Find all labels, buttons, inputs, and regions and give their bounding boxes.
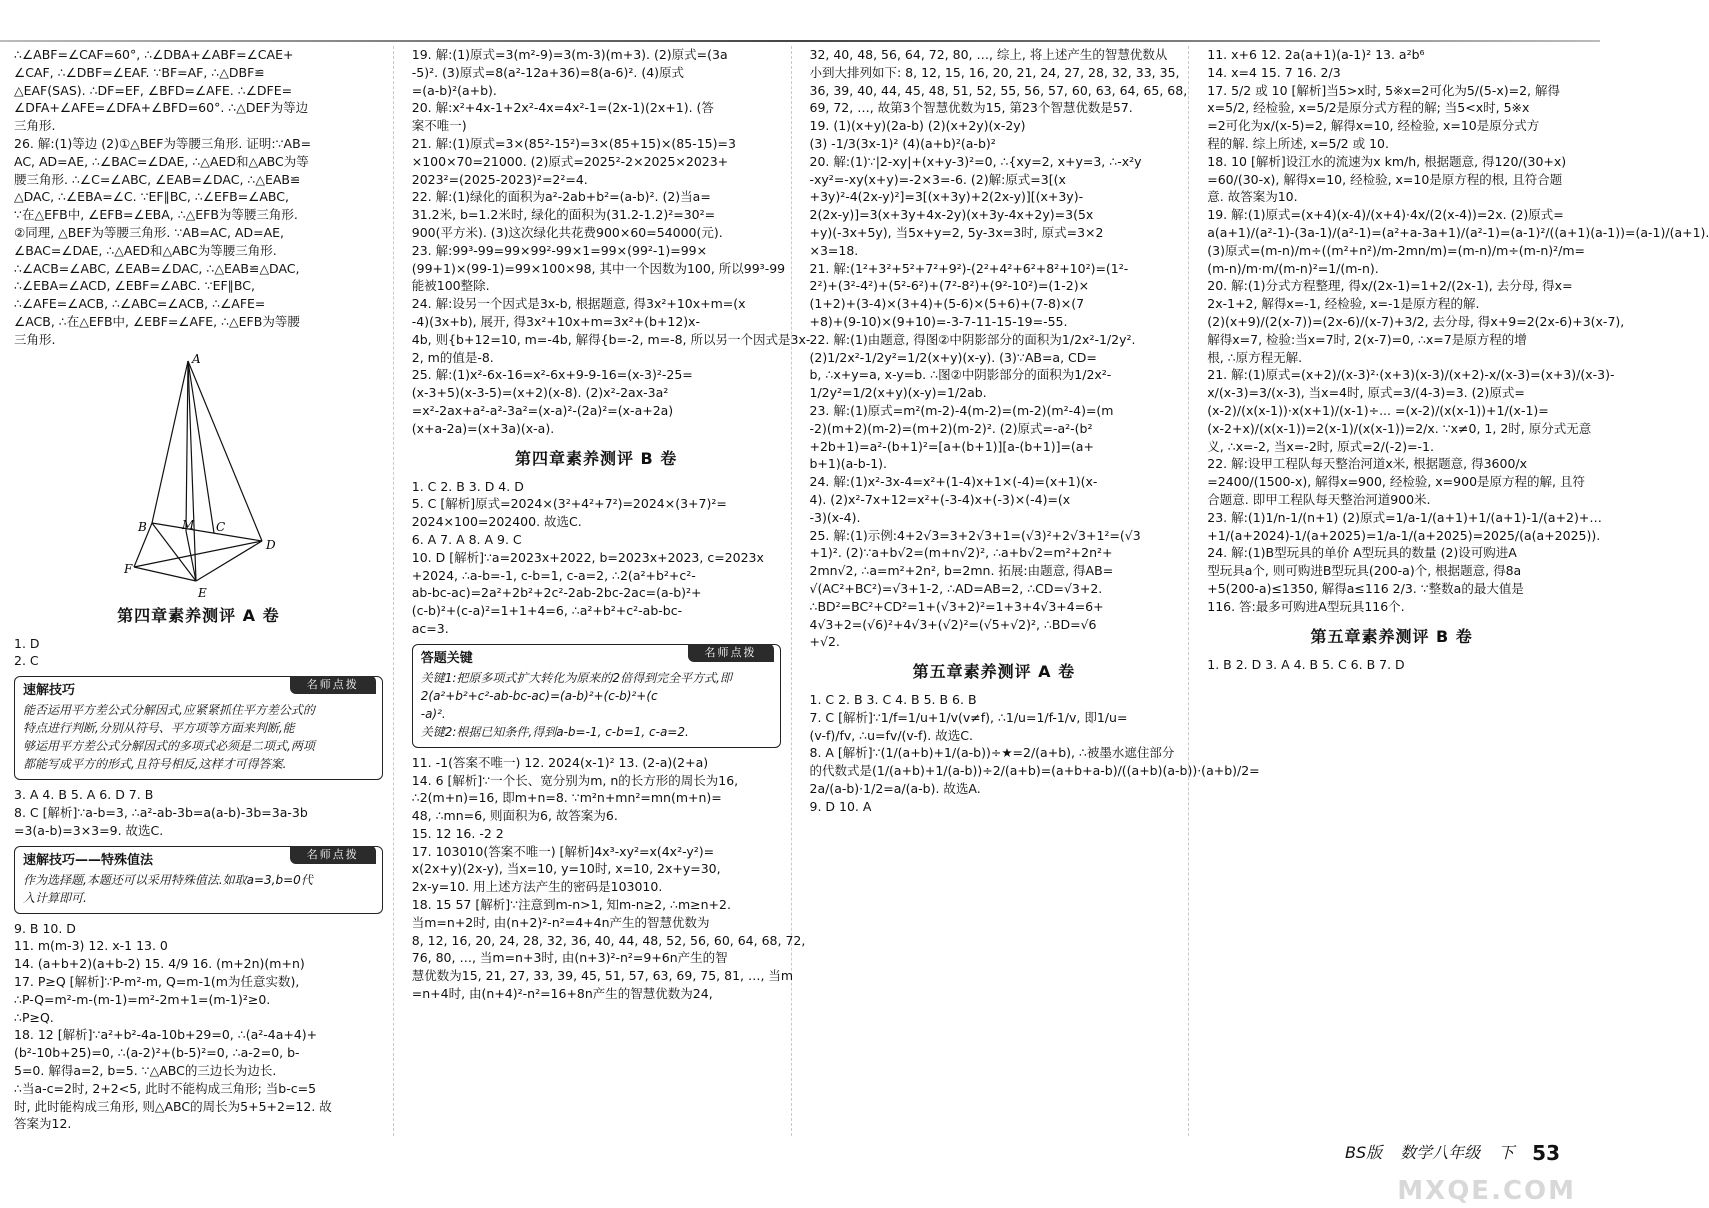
tip-box — [14, 846, 383, 914]
answer-line: 18. 10 [解析]设江水的流速为x km/h, 根据题意, 得120/(30+x) — [1207, 153, 1567, 169]
answer-line: 69, 72, …, 故第3个智慧优数为15, 第23个智慧优数是57. — [809, 100, 1133, 116]
answer-line: +2024, ∴a-b=-1, c-b=1, c-a=2, ∴2(a²+b²+c²- — [411, 567, 696, 583]
answer-line: 2x-y=10. 用上述方法产生的密码是103010. — [411, 879, 663, 895]
answer-line: 能被100整除. — [411, 278, 490, 294]
answer-line: 三角形. — [14, 118, 56, 134]
answer-line: 8. A [解析]∵(1/(a+b)+1/(a-b))÷★=2/(a+b), ∴被墨水遮住部分 — [809, 745, 1175, 761]
answer-line: 14. 6 [解析]∵一个长、宽分别为m, n的长方形的周长为16, — [411, 772, 739, 788]
answer-line: +1/(a+2024)-1/(a+2025)=1/a-1/(a+2025)=2025/(a(a+2025)). — [1207, 527, 1601, 543]
figure-segment — [152, 523, 262, 541]
answer-line: =(a-b)²(a+b). — [411, 82, 497, 98]
answer-line: 程的解. 综上所述, x=5/2 或 10. — [1207, 135, 1389, 151]
answer-line: 2mn√2, ∴a=m²+2n², b=2mn. 拓展:由题意, 得AB= — [809, 563, 1114, 579]
tip-box — [412, 644, 781, 748]
answer-line: =2400/(1500-x), 解得x=900, 经检验, x=900是原方程的解, 且符 — [1207, 474, 1585, 490]
figure-point-label: A — [192, 351, 201, 366]
answer-line: (x-2+x)/(x(x-1))=2(x-1)/(x(x-1))=2/x. ∵x≠0, 1, 2时, 原分式无意 — [1207, 420, 1592, 436]
answer-line: 20. 解:x²+4x-1+2x²-4x=4x²-1=(2x-1)(2x+1). (答 — [411, 100, 714, 116]
answer-line: 根, ∴原方程无解. — [1207, 349, 1303, 365]
answer-line: ×100×70=21000. (2)原式=2025²-2×2025×2023+ — [411, 153, 729, 169]
answer-line: 8, 12, 16, 20, 24, 28, 32, 36, 40, 44, 48, 52, 56, 60, 64, 68, 72, — [411, 932, 806, 948]
answer-line: 时, 此时能构成三角形, 则△ABC的周长为5+5+2=12. 故 — [14, 1098, 332, 1114]
tip-line: 2(a²+b²+c²-ab-bc-ac)=(a-b)²+(c-b)²+(c — [420, 688, 658, 703]
answer-line: 1. B 2. D 3. A 4. B 5. C 6. B 7. D — [1207, 656, 1405, 672]
answer-line: 3. A 4. B 5. A 6. D 7. B — [14, 787, 154, 803]
answer-line: ×3=18. — [809, 242, 859, 258]
answer-line: 22. 解:设甲工程队每天整治河道x米, 根据题意, 得3600/x — [1207, 456, 1528, 472]
edition-label: BS版 — [1344, 1143, 1383, 1162]
answer-line: 116. 答:最多可购进A型玩具116个. — [1207, 598, 1405, 614]
answer-line: (c-b)²+(c-a)²=1+1+4=6, ∴a²+b²+c²-ab-bc- — [411, 603, 683, 619]
answer-line: b+1)(a-b-1). — [809, 456, 888, 472]
tip-title: 速解技巧 — [23, 683, 76, 699]
tip-line: 作为选择题,本题还可以采用特殊值法.如取a=3,b=0代 — [23, 872, 313, 887]
answer-line: 23. 解:(1)1/n-1/(n+1) (2)原式=1/a-1/(a+1)+1/(a+1)-1/(a+2)+… — [1207, 509, 1602, 525]
answer-column — [411, 46, 811, 1136]
answer-line: 26. 解:(1)等边 (2)①△BEF为等腰三角形. 证明:∵AB= — [14, 135, 312, 151]
answer-line: 17. 5/2 或 10 [解析]当5>x时, 5※x=2可化为5/(5-x)=2, 解得 — [1207, 82, 1560, 98]
answer-line: =n+4时, 由(n+4)²-n²=16+8n产生的智慧优数为24, — [411, 986, 713, 1002]
tip-line: 特点进行判断,分别从符号、平方项等方面来判断,能 — [23, 721, 295, 736]
geometry-figure — [124, 351, 276, 600]
answer-line: 案不唯一) — [411, 118, 467, 134]
figure-segment — [196, 541, 262, 581]
tip-line: -a)². — [420, 706, 446, 721]
answer-line: 25. 解:(1)x²-6x-16=x²-6x+9-9-16=(x-3)²-25= — [411, 367, 693, 383]
answer-line: 11. m(m-3) 12. x-1 13. 0 — [14, 938, 168, 954]
answer-line: 24. 解:(1)B型玩具的单价 A型玩具的数量 (2)设可购进A — [1207, 545, 1517, 561]
subject-label: 数学八年级 — [1400, 1143, 1481, 1162]
answer-line: (1+2)+(3-4)×(3+4)+(5-6)×(5+6)+(7-8)×(7 — [809, 296, 1085, 312]
answer-line: (x+a-2a)=(x+3a)(x-a). — [411, 420, 555, 436]
answer-column — [14, 46, 394, 1136]
answer-line: 解得x=7, 检验:当x=7时, 2(x-7)=0, ∴x=7是原方程的增 — [1207, 331, 1527, 347]
answer-line: 36, 39, 40, 44, 45, 48, 51, 52, 55, 56, 57, 60, 63, 64, 65, 68, — [809, 82, 1188, 98]
answer-line: -4)(3x+b), 展开, 得3x²+10x+m=3x²+(b+12)x- — [411, 313, 701, 329]
answer-line: (3)原式=(m-n)/m÷((m²+n²)/m-2mn/m)=(m-n)/m÷(m-n)²/m= — [1207, 242, 1586, 258]
answer-line: ∴∠ABF=∠CAF=60°, ∴∠DBA+∠ABF=∠CAE+ — [14, 47, 294, 62]
figure-segment — [188, 361, 262, 541]
answer-line: 1. D — [14, 635, 40, 651]
answer-line: ∵在△EFB中, ∠EFB=∠EBA, ∴△EFB为等腰三角形. — [14, 207, 298, 223]
answer-line: ∠ACB, ∴在△EFB中, ∠EBF=∠AFE, ∴△EFB为等腰 — [14, 313, 300, 329]
answer-line: 15. 12 16. -2 2 — [411, 825, 504, 841]
answer-line: ∴BD²=BC²+CD²=1+(√3+2)²=1+3+4√3+4=6+ — [809, 598, 1104, 614]
answer-line: 21. 解:(1)原式=3×(85²-15²)=3×(85+15)×(85-15)=3 — [411, 135, 736, 151]
answer-line: 慧优数为15, 21, 27, 33, 39, 45, 51, 57, 63, 69, 75, 81, …, 当m — [411, 968, 794, 984]
tip-line: 入计算即可. — [23, 890, 87, 905]
answer-line: (3) -1/3(3x-1)² (4)(a+b)²(a-b)² — [809, 135, 996, 151]
answer-line: 21. 解:(1²+3²+5²+7²+9²)-(2²+4²+6²+8²+10²)=(1²- — [809, 260, 1129, 276]
figure-segment — [152, 361, 188, 523]
answer-line: 22. 解:(1)由题意, 得图②中阴影部分的面积为1/2x²-1/2y². — [809, 331, 1136, 347]
answer-line: 18. 12 [解析]∵a²+b²-4a-10b+29=0, ∴(a²-4a+4)+ — [14, 1027, 318, 1043]
answer-line: ∴2(m+n)=16, 即m+n=8. ∵m²n+mn²=mn(m+n)= — [411, 790, 722, 806]
answer-line: x(2x+y)(2x-y), 当x=10, y=10时, x=10, 2x+y=30, — [411, 861, 721, 877]
answer-line: △EAF(SAS). ∴DF=EF, ∠BFD=∠AFE. ∴∠DFE= — [14, 82, 293, 98]
answer-line: +y)(-3x+5y), 当5x+y=2, 5y-3x=3时, 原式=3×2 — [809, 224, 1104, 240]
tip-line: 够运用平方差公式分解因式的多项式必须是二项式,两项 — [23, 739, 315, 754]
answer-line: 6. A 7. A 8. A 9. C — [411, 531, 522, 547]
section-heading: 第五章素养测评 A 卷 — [912, 662, 1076, 682]
answer-line: ac=3. — [411, 620, 449, 636]
figure-point-label: D — [266, 537, 276, 552]
answer-line: ∠DFA+∠AFE=∠DFA+∠BFD=60°. ∴△DEF为等边 — [14, 100, 309, 116]
answer-column — [1207, 46, 1709, 1136]
answer-line: 20. 解:(1)∵|2-xy|+(x+y-3)²=0, ∴{xy=2, x+y=3, ∴-x²y — [809, 153, 1142, 169]
answer-line: -xy²=-xy(x+y)=-2×3=-6. (2)解:原式=3[(x — [809, 171, 1066, 187]
answer-line: 2, m的值是-8. — [411, 349, 494, 365]
answer-line: 19. (1)(x+y)(2a-b) (2)(x+2y)(x-2y) — [809, 118, 1026, 134]
figure-point-label: F — [124, 561, 133, 576]
answer-line: 型玩具a个, 则可购进B型玩具(200-a)个, 根据题意, 得8a — [1207, 563, 1522, 579]
answer-line: +2b+1)=a²-(b+1)²=[a+(b+1)][a-(b+1)]=(a+ — [809, 438, 1094, 454]
answer-line: 2(2x-y)]=3(x+3y+4x-2y)(x+3y-4x+2y)=3(5x — [809, 207, 1094, 223]
answer-line: 23. 解:(1)原式=m²(m-2)-4(m-2)=(m-2)(m²-4)=(m — [809, 402, 1114, 418]
answer-line: (b²-10b+25)=0, ∴(a-2)²+(b-5)²=0, ∴a-2=0, b- — [14, 1045, 300, 1061]
answer-line: 小到大排列如下: 8, 12, 15, 16, 20, 21, 24, 27, 28, 32, 33, 35, — [809, 64, 1180, 80]
tip-badge: 名师点拨 — [290, 676, 376, 694]
answer-line: (2)1/2x²-1/2y²=1/2(x+y)(x-y). (3)∵AB=a, CD= — [809, 349, 1097, 365]
answer-line: 三角形. — [14, 331, 56, 347]
answer-line: 31.2米, b=1.2米时, 绿化的面积为(31.2-1.2)²=30²= — [411, 207, 716, 223]
answer-line: √(AC²+BC²)=√3+1-2, ∴AD=AB=2, ∴CD=√3+2. — [809, 580, 1103, 596]
answer-line: -2)(m+2)(m-2)=(m+2)(m-2)². (2)原式=-a²-(b² — [809, 420, 1093, 436]
answer-line: (v-f)/fv, ∴u=fv/(v-f). 故选C. — [809, 727, 973, 743]
tip-line: 能否运用平方差公式分解因式,应紧紧抓住平方差公式的 — [23, 703, 315, 718]
answer-line: 意. 故答案为10. — [1207, 189, 1298, 205]
figure-point-label: M — [182, 517, 195, 532]
answer-line: ∠BAC=∠DAE, ∴△AED和△ABC为等腰三角形. — [14, 242, 277, 258]
tip-title: 答题关键 — [420, 650, 473, 666]
answer-line: 2. C — [14, 653, 39, 669]
tip-line: 关键1:把原多项式扩大转化为原来的2倍得到完全平方式,即 — [420, 670, 732, 685]
tip-line: 都能写成平方的形式,且符号相反,这样才可得答案. — [23, 757, 287, 772]
answer-line: b, ∴x+y=a, x-y=b. ∴图②中阴影部分的面积为1/2x²- — [809, 367, 1112, 383]
answer-line: 76, 80, …, 当m=n+3时, 由(n+3)²-n²=9+6n产生的智 — [411, 950, 728, 966]
answer-line: +5(200-a)≤1350, 解得a≤116 2/3. ∵整数a的最大值是 — [1207, 580, 1524, 596]
answer-line: 2a/(a-b)·1/2=a/(a-b). 故选A. — [809, 781, 981, 797]
answer-line: 2023²=(2025-2023)²=2²=4. — [411, 171, 588, 187]
answer-line: 2024×100=202400. 故选C. — [411, 514, 582, 530]
answer-line: 23. 解:99³-99=99×99²-99×1=99×(99²-1)=99× — [411, 242, 708, 258]
figure-segment — [188, 361, 214, 533]
answer-line: a(a+1)/(a²-1)-(3a-1)/(a²-1)=(a²+a-3a+1)/(a²-1)=(a-1)²/((a+1)(a-1))=(a-1)/(a+1). — [1207, 224, 1709, 240]
answer-line: 19. 解:(1)原式=3(m²-9)=3(m-3)(m+3). (2)原式=(3a — [411, 47, 728, 62]
answer-line: (m-n)/m·m/(m-n)²=1/(m-n). — [1207, 260, 1379, 276]
answer-line: 18. 15 57 [解析]∵注意到m-n>1, 知m-n≥2, ∴m≥n+2. — [411, 897, 731, 913]
answer-line: ∴P≥Q. — [14, 1009, 54, 1025]
answer-line: 答案为12. — [14, 1116, 72, 1132]
answer-line: 2x-1+2, 解得x=-1, 经检验, x=-1是原方程的解. — [1207, 296, 1480, 312]
tip-badge: 名师点拨 — [688, 644, 774, 662]
answer-line: 10. D [解析]∵a=2023x+2022, b=2023x+2023, c=2023x — [411, 549, 764, 565]
answer-line: 20. 解:(1)分式方程整理, 得x/(2x-1)=1+2/(2x-1), 去分母, 得x= — [1207, 278, 1573, 294]
answer-line: ∴∠ACB=∠ABC, ∠EAB=∠DAC, ∴△EAB≌△DAC, — [14, 260, 300, 276]
answer-line: (x-3+5)(x-3-5)=(x+2)(x-8). (2)x²-2ax-3a² — [411, 385, 669, 401]
answer-line: 9. B 10. D — [14, 920, 76, 936]
answer-line: 24. 解:(1)x²-3x-4=x²+(1-4)x+1×(-4)=(x+1)(x- — [809, 474, 1098, 490]
figure-point-label: B — [138, 519, 147, 534]
answer-line: 4b, 则{b+12=10, m=-4b, 解得{b=-2, m=-8, 所以另一个因式是3x- — [411, 331, 811, 347]
answer-line: +3y)²-4(2x-y)²]=3[(x+3y)+2(2x-y)][(x+3y)- — [809, 189, 1084, 205]
answer-line: (99+1)×(99-1)=99×100×98, 其中一个因数为100, 所以99³-99 — [411, 260, 786, 276]
page-number: 53 — [1532, 1141, 1560, 1165]
answer-line: x=5/2, 经检验, x=5/2是原分式方程的解; 当5<x时, 5※x — [1207, 100, 1530, 116]
answer-line: +8)+(9-10)×(9+10)=-3-7-11-15-19=-55. — [809, 313, 1068, 329]
answer-line: 900(平方米). (3)这次绿化共花费900×60=54000(元). — [411, 224, 723, 240]
answer-line: 4). (2)x²-7x+12=x²+(-3-4)x+(-3)×(-4)=(x — [809, 491, 1071, 507]
tip-title: 速解技巧——特殊值法 — [23, 852, 154, 868]
answer-line: ∴∠EBA=∠ACD, ∠EBF=∠ABC. ∵EF∥BC, — [14, 278, 255, 294]
answer-line: 合题意. 即甲工程队每天整治河道900米. — [1207, 491, 1431, 507]
answer-line: 17. 103010(答案不唯一) [解析]4x³-xy²=x(4x²-y²)= — [411, 843, 715, 859]
answer-line: 9. D 10. A — [809, 798, 872, 814]
answer-line: 22. 解:(1)绿化的面积为a²-2ab+b²=(a-b)². (2)当a= — [411, 189, 711, 205]
section-heading: 第四章素养测评 B 卷 — [514, 448, 678, 468]
answer-line: 7. C [解析]∵1/f=1/u+1/v(v≠f), ∴1/u=1/f-1/v, 即1/u= — [809, 709, 1128, 725]
answer-line: 48, ∴mn=6, 则面积为6, 故答案为6. — [411, 808, 618, 824]
answer-line: -3)(x-4). — [809, 509, 861, 525]
answer-line: x/(x-3)=3/(x-3), 当x=4时, 原式=3/(4-3)=3. (2)原式= — [1207, 385, 1525, 401]
answer-line: 32, 40, 48, 56, 64, 72, 80, …, 综上, 将上述产生的智慧优数从 — [809, 47, 1168, 62]
answer-line: ∴P-Q=m²-m-(m-1)=m²-2m+1=(m-1)²≥0. — [14, 991, 271, 1007]
answer-line: =3(a-b)=3×3=9. 故选C. — [14, 822, 164, 838]
answer-line: 19. 解:(1)原式=(x+4)(x-4)/(x+4)·4x/(2(x-4))=2x. (2)原式= — [1207, 207, 1564, 223]
answer-line: 腰三角形. ∴∠C=∠ABC, ∠EAB=∠DAC, ∴△EAB≌ — [14, 171, 301, 187]
watermark-text: MXQE.COM — [1397, 1176, 1576, 1206]
answer-line: 5=0. 解得a=2, b=5. ∵△ABC的三边长为边长. — [14, 1062, 277, 1078]
answer-line: =x²-2ax+a²-a²-3a²=(x-a)²-(2a)²=(x-a+2a) — [411, 402, 674, 418]
watermark — [1310, 1152, 1580, 1204]
answer-line: (x-2)/(x(x-1))·x(x+1)/(x-1)÷... =(x-2)/(x(x-1))+1/(x-1)= — [1207, 402, 1549, 418]
tip-badge: 名师点拨 — [290, 846, 376, 864]
answer-line: 24. 解:设另一个因式是3x-b, 根据题意, 得3x²+10x+m=(x — [411, 296, 746, 312]
figure-point-label: E — [198, 585, 207, 600]
answer-line: 5. C [解析]原式=2024×(3²+4²+7²)=2024×(3+7)²= — [411, 496, 727, 512]
answer-line: -5)². (3)原式=8(a²-12a+36)=8(a-6)². (4)原式 — [411, 64, 685, 80]
answer-line: 1. C 2. B 3. D 4. D — [411, 478, 524, 494]
answer-line: 25. 解:(1)示例:4+2√3=3+2√3+1=(√3)²+2√3+1²=(√3 — [809, 527, 1141, 543]
top-rule — [0, 40, 1600, 42]
term-label: 下 — [1498, 1143, 1515, 1162]
answer-line: 8. C [解析]∵a-b=3, ∴a²-ab-3b=a(a-b)-3b=3a-3b — [14, 804, 308, 820]
answer-line: +1)². (2)∵a+b√2=(m+n√2)², ∴a+b√2=m²+2n²+ — [809, 545, 1113, 561]
answer-line: =2可化为x/(x-5)=2, 解得x=10, 经检验, x=10是原分式方 — [1207, 118, 1540, 134]
figure-segment — [134, 541, 262, 567]
tip-box — [14, 676, 383, 780]
figure-segment — [186, 361, 188, 531]
answer-line: △DAC, ∴∠EBA=∠C. ∵EF∥BC, ∴∠EFB=∠ABC, — [14, 189, 289, 205]
answer-line: 的代数式是(1/(a+b)+1/(a-b))÷2/(a+b)=(a+b+a-b)/((a+b)(a-b))·(a+b)/2= — [809, 763, 1260, 779]
tip-line: 关键2:根据已知条件,得到a-b=-1, c-b=1, c-a=2. — [420, 724, 689, 739]
answer-line: ab-bc-ac)=2a²+2b²+2c²-2ab-2bc-2ac=(a-b)²+ — [411, 585, 702, 601]
answer-page — [14, 46, 1709, 1136]
answer-line: ∠CAF, ∴∠DBF=∠EAF. ∵BF=AF, ∴△DBF≌ — [14, 64, 265, 80]
section-heading: 第四章素养测评 A 卷 — [117, 605, 280, 625]
answer-line: (2)(x+9)/(2(x-7))=(2x-6)/(x-7)+3/2, 去分母, 得x+9=2(2x-6)+3(x-7), — [1207, 313, 1625, 329]
answer-line: 17. P≥Q [解析]∵P-m²-m, Q=m-1(m为任意实数), — [14, 973, 300, 989]
answer-line: 1. C 2. B 3. C 4. B 5. B 6. B — [809, 692, 977, 708]
figure-point-label: C — [216, 519, 226, 534]
answer-line: 14. x=4 15. 7 16. 2/3 — [1207, 64, 1341, 80]
answer-line: 4√3+2=(√6)²+4√3+(√2)²=(√5+√2)², ∴BD=√6 — [809, 616, 1097, 632]
section-heading: 第五章素养测评 B 卷 — [1310, 626, 1473, 646]
answer-line: 2²)+(3²-4²)+(5²-6²)+(7²-8²)+(9²-10²)=(1-2)× — [809, 278, 1090, 294]
answer-line: 14. (a+b+2)(a+b-2) 15. 4/9 16. (m+2n)(m+n) — [14, 956, 305, 972]
answer-line: +√2. — [809, 634, 840, 650]
answer-line: =60/(30-x), 解得x=10, 经检验, x=10是原方程的根, 且符合题 — [1207, 171, 1563, 187]
answer-line: ∴∠AFE=∠ACB, ∴∠ABC=∠ACB, ∴∠AFE= — [14, 296, 266, 312]
answer-line: 当m=n+2时, 由(n+2)²-n²=4+4n产生的智慧优数为 — [411, 914, 710, 930]
answer-line: 11. -1(答案不唯一) 12. 2024(x-1)² 13. (2-a)(2+a) — [411, 754, 709, 770]
answer-line: 1/2y²=1/2(x+y)(x-y)=1/2ab. — [809, 385, 987, 401]
answer-line: ∴当a-c=2时, 2+2<5, 此时不能构成三角形; 当b-c=5 — [14, 1080, 317, 1096]
answer-line: AC, AD=AE, ∴∠BAC=∠DAE, ∴△AED和△ABC为等 — [14, 153, 309, 169]
answer-line: 11. x+6 12. 2a(a+1)(a-1)² 13. a²b⁶ — [1207, 47, 1425, 62]
answer-line: ②同理, △BEF为等腰三角形. ∵AB=AC, AD=AE, — [14, 224, 285, 240]
answer-line: 义, ∴x=-2, 当x=-2时, 原式=2/(-2)=-1. — [1207, 438, 1434, 454]
answer-line: 21. 解:(1)原式=(x+2)/(x-3)²·(x+3)(x-3)/(x+2)-x/(x-3)=(x+3)/(x-3)- — [1207, 367, 1615, 383]
